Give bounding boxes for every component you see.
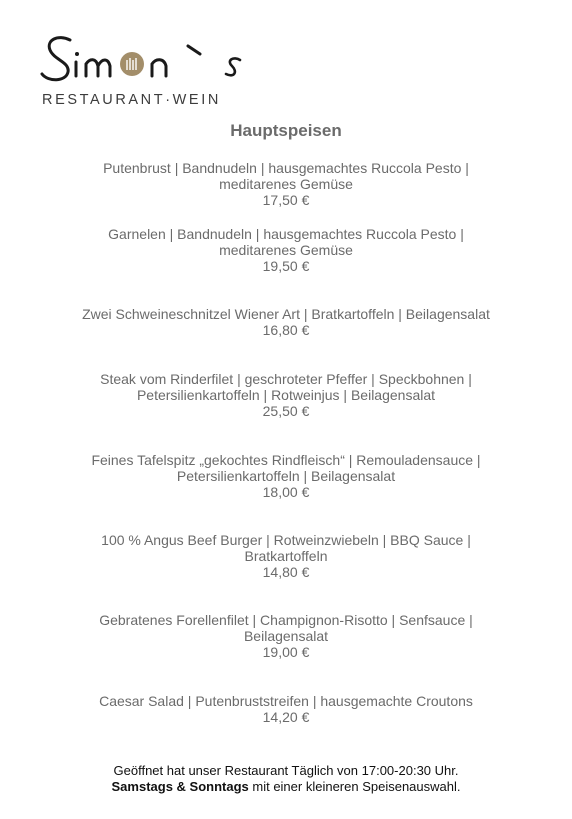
dish-description: Feines Tafelspitz „gekochtes Rindfleisch“ | Remouladensauce | [91, 452, 481, 468]
dish-description: 100 % Angus Beef Burger | Rotweinzwiebeln | BBQ Sauce | [101, 532, 471, 548]
dish-description: Gebratenes Forellenfilet | Champignon-Risotto | Senfsauce | [99, 612, 473, 628]
dish-description: Caesar Salad | Putenbruststreifen | hausgemachte Croutons [99, 693, 473, 709]
dish-description-cont: Petersilienkartoffeln | Rotweinjus | Beilagensalat [136, 387, 436, 403]
dish-item [50, 612, 522, 660]
monogram-circle-icon [120, 52, 144, 76]
dish-price: 18,00 € [262, 484, 310, 500]
logo-script-wordmark [40, 28, 260, 88]
dish-item [50, 452, 522, 500]
dish-price: 16,80 € [262, 322, 310, 338]
section-title: Hauptspeisen [230, 121, 342, 140]
dish-item [50, 226, 522, 274]
dish-description: Putenbrust | Bandnudeln | hausgemachtes Ruccola Pesto | [103, 160, 469, 176]
opening-hours-note [0, 763, 572, 795]
dish-price: 25,50 € [262, 403, 310, 419]
restaurant-logo [40, 28, 260, 110]
dish-price: 19,50 € [262, 258, 310, 274]
dish-description: Garnelen | Bandnudeln | hausgemachtes Ruccola Pesto | [108, 226, 464, 242]
dish-description-cont: meditarenes Gemüse [219, 242, 353, 258]
dish-description: Steak vom Rinderfilet | geschroteter Pfeffer | Speckbohnen | [100, 371, 472, 387]
weekend-note-line [0, 779, 572, 795]
dish-price: 19,00 € [262, 644, 310, 660]
dish-price: 14,20 € [262, 709, 310, 725]
dish-price: 14,80 € [262, 564, 310, 580]
dish-item [50, 371, 522, 419]
dish-price: 17,50 € [262, 192, 310, 208]
dish-description-cont: Bratkartoffeln [244, 548, 328, 564]
dish-item [50, 693, 522, 725]
dish-item [50, 306, 522, 338]
dish-description-cont: Petersilienkartoffeln | Beilagensalat [176, 468, 396, 484]
weekend-days: Samstags & Sonntags [111, 779, 249, 794]
logo-subtitle: RESTAURANT·WEIN [42, 92, 221, 108]
dish-description-cont: Beilagensalat [243, 628, 329, 644]
dish-description: Zwei Schweineschnitzel Wiener Art | Bratkartoffeln | Beilagensalat [82, 306, 490, 322]
opening-hours-line: Geöffnet hat unser Restaurant Täglich von 17:00-20:30 Uhr. [113, 763, 459, 778]
weekend-note-rest: mit einer kleineren Speisenauswahl. [248, 779, 461, 794]
dish-item [50, 532, 522, 580]
dish-description-cont: meditarenes Gemüse [219, 176, 353, 192]
dish-item [50, 160, 522, 208]
